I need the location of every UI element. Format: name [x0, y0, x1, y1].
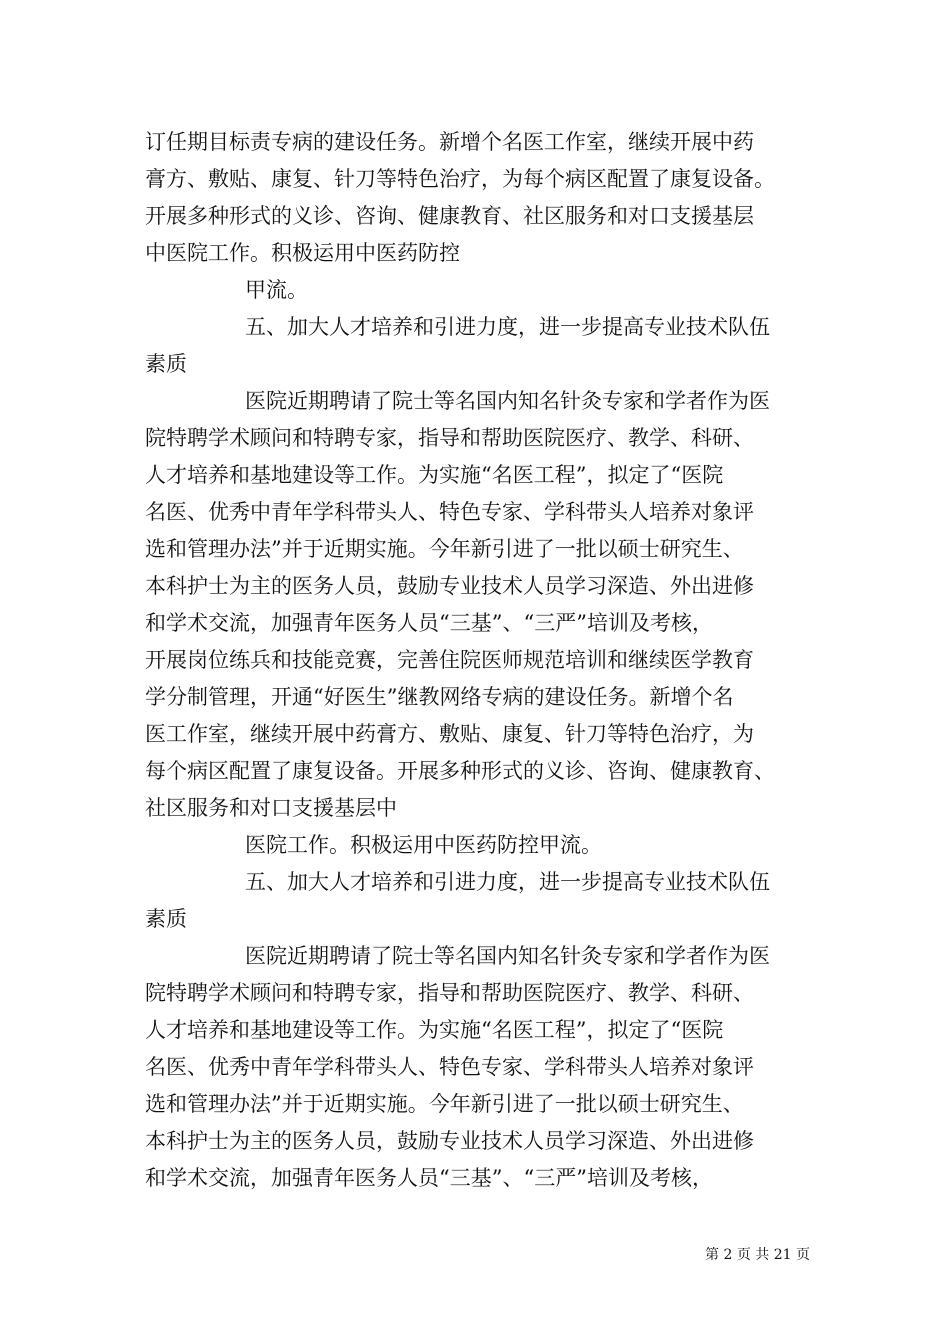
text-line: 和学术交流，加强青年医务人员“三基”、“三严”培训及考核， [145, 1166, 713, 1190]
text-line: 学分制管理，开通“好医生”继教网络专病的建设任务。新增个名 [145, 685, 734, 709]
text-line: 中医院工作。积极运用中医药防控 [145, 241, 460, 265]
text-line: 院特聘学术顾问和特聘专家，指导和帮助医院医疗、教学、科研、 [145, 426, 754, 450]
text-line: 院特聘学术顾问和特聘专家，指导和帮助医院医疗、教学、科研、 [145, 981, 754, 1005]
text-line: 开展岗位练兵和技能竞赛，完善住院医师规范培训和继续医学教育 [145, 648, 754, 672]
text-line: 人才培养和基地建设等工作。为实施“名医工程”，拟定了“医院 [145, 463, 724, 487]
text-line: 甲流。 [245, 278, 308, 302]
text-line: 和学术交流，加强青年医务人员“三基”、“三严”培训及考核， [145, 611, 713, 635]
document-body [145, 124, 810, 1197]
text-line: 医工作室，继续开展中药膏方、敷贴、康复、针刀等特色治疗，为 [145, 722, 754, 746]
text-line: 选和管理办法”并于近期实施。今年新引进了一批以硕士研究生、 [145, 537, 744, 561]
text-line: 每个病区配置了康复设备。开展多种形式的义诊、咨询、健康教育、 [145, 759, 775, 783]
text-line: 订任期目标责专病的建设任务。新增个名医工作室，继续开展中药 [145, 130, 754, 154]
section-heading: 五、加大人才培养和引进力度，进一步提高专业技术队伍 [245, 315, 770, 339]
text-line: 选和管理办法”并于近期实施。今年新引进了一批以硕士研究生、 [145, 1092, 744, 1116]
page-number-footer: 第 2 页 共 21 页 [705, 1247, 810, 1263]
section-heading-continued: 素质 [145, 907, 187, 931]
text-line: 社区服务和对口支援基层中 [145, 796, 397, 820]
text-line: 名医、优秀中青年学科带头人、特色专家、学科带头人培养对象评 [145, 1055, 754, 1079]
text-line: 膏方、敷贴、康复、针刀等特色治疗，为每个病区配置了康复设备。 [145, 167, 775, 191]
section-heading-continued: 素质 [145, 352, 187, 376]
text-line: 医院近期聘请了院士等名国内知名针灸专家和学者作为医 [245, 389, 770, 413]
text-line: 本科护士为主的医务人员，鼓励专业技术人员学习深造、外出进修 [145, 574, 754, 598]
text-line: 本科护士为主的医务人员，鼓励专业技术人员学习深造、外出进修 [145, 1129, 754, 1153]
section-heading: 五、加大人才培养和引进力度，进一步提高专业技术队伍 [245, 870, 770, 894]
text-line: 人才培养和基地建设等工作。为实施“名医工程”，拟定了“医院 [145, 1018, 724, 1042]
text-line: 开展多种形式的义诊、咨询、健康教育、社区服务和对口支援基层 [145, 204, 754, 228]
text-line: 医院工作。积极运用中医药防控甲流。 [245, 833, 602, 857]
text-line: 医院近期聘请了院士等名国内知名针灸专家和学者作为医 [245, 944, 770, 968]
text-line: 名医、优秀中青年学科带头人、特色专家、学科带头人培养对象评 [145, 500, 754, 524]
